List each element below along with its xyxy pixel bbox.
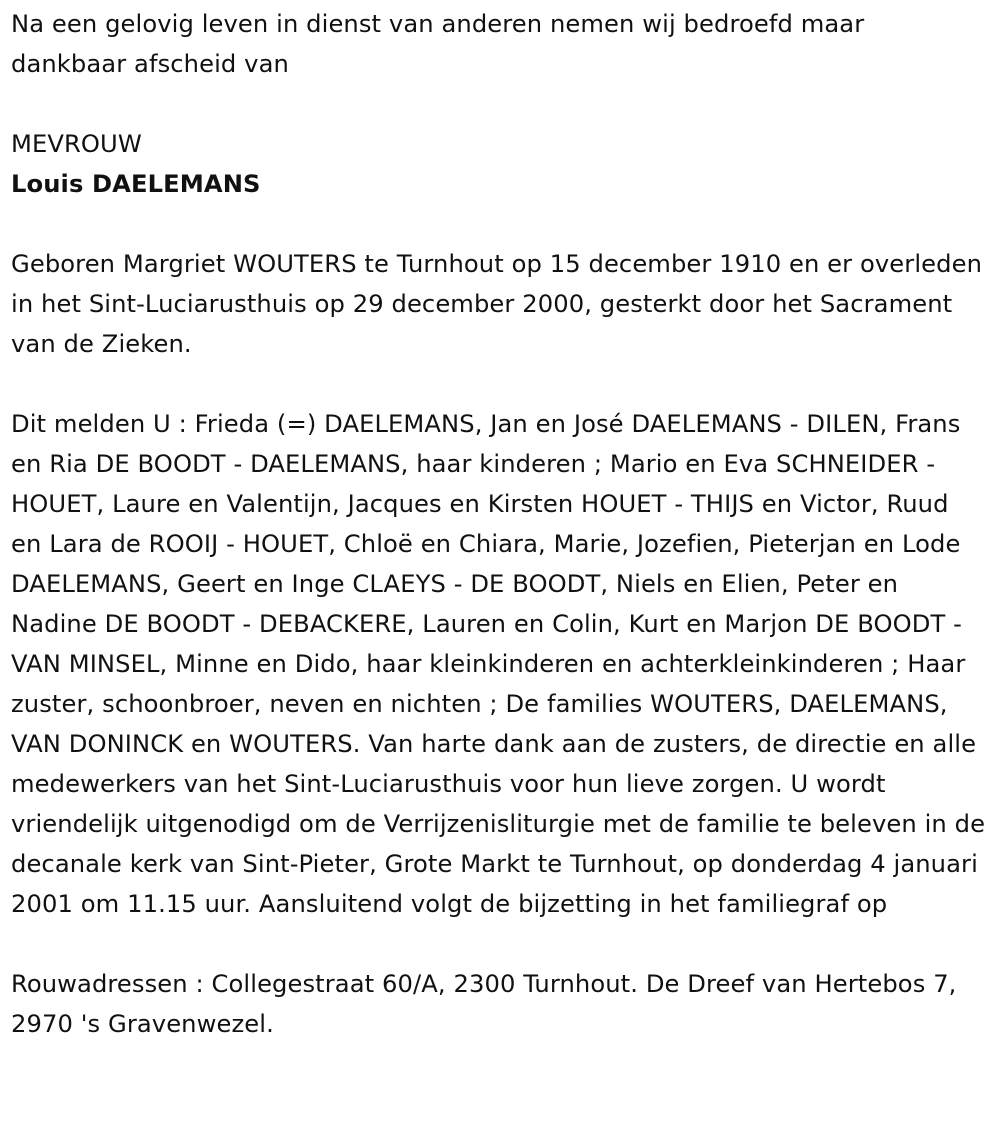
spacer (11, 204, 986, 244)
spacer (11, 924, 986, 964)
spacer (11, 84, 986, 124)
spacer (11, 364, 986, 404)
birth-death-paragraph: Geboren Margriet WOUTERS te Turnhout op 15 december 1910 en er overleden in het Sint-Luciarusthuis op 29 december 2000, gesterkt door het Sacrament van de Zieken. (11, 250, 983, 358)
addresses-paragraph: Rouwadressen : Collegestraat 60/A, 2300 Turnhout. De Dreef van Hertebos 7, 2970 's Gravenwezel. (11, 970, 957, 1038)
family-paragraph: Dit melden U : Frieda (=) DAELEMANS, Jan en José DAELEMANS - DILEN, Frans en Ria DE BOODT - DAELEMANS, haar kinderen ; Mario en Eva SCHNEIDER - HOUET, Laure en Valentijn, Jacques en Kirsten HOUET - THIJS en Victor, Ruud en Lara de ROOIJ - HOUET, Chloë en Chiara, Marie, Jozefien, Pieterjan en Lode DAELEMANS, Geert en Inge CLAEYS - DE BOODT, Niels en Elien, Peter en Nadine DE BOODT - DEBACKERE, Lauren en Colin, Kurt en Marjon DE BOODT - VAN MINSEL, Minne en Dido, haar kleinkinderen en achterkleinkinderen ; Haar zuster, schoonbroer, neven en nichten ; De families WOUTERS, DAELEMANS, VAN DONINCK en WOUTERS. Van harte dank aan de zusters, de directie en alle medewerkers van het Sint-Luciarusthuis voor hun lieve zorgen. U wordt vriendelijk uitgenodigd om de Verrijzenisliturgie met de familie te beleven in de decanale kerk van Sint-Pieter, Grote Markt te Turnhout, op donderdag 4 januari 2001 om 11.15 uur. Aansluitend volgt de bijzetting in het familiegraf op (11, 410, 986, 918)
death-notice (11, 4, 986, 1044)
intro-text: Na een gelovig leven in dienst van anderen nemen wij bedroefd maar dankbaar afscheid van (11, 10, 865, 78)
deceased-name: Louis DAELEMANS (11, 170, 261, 198)
title-text: MEVROUW (11, 130, 142, 158)
